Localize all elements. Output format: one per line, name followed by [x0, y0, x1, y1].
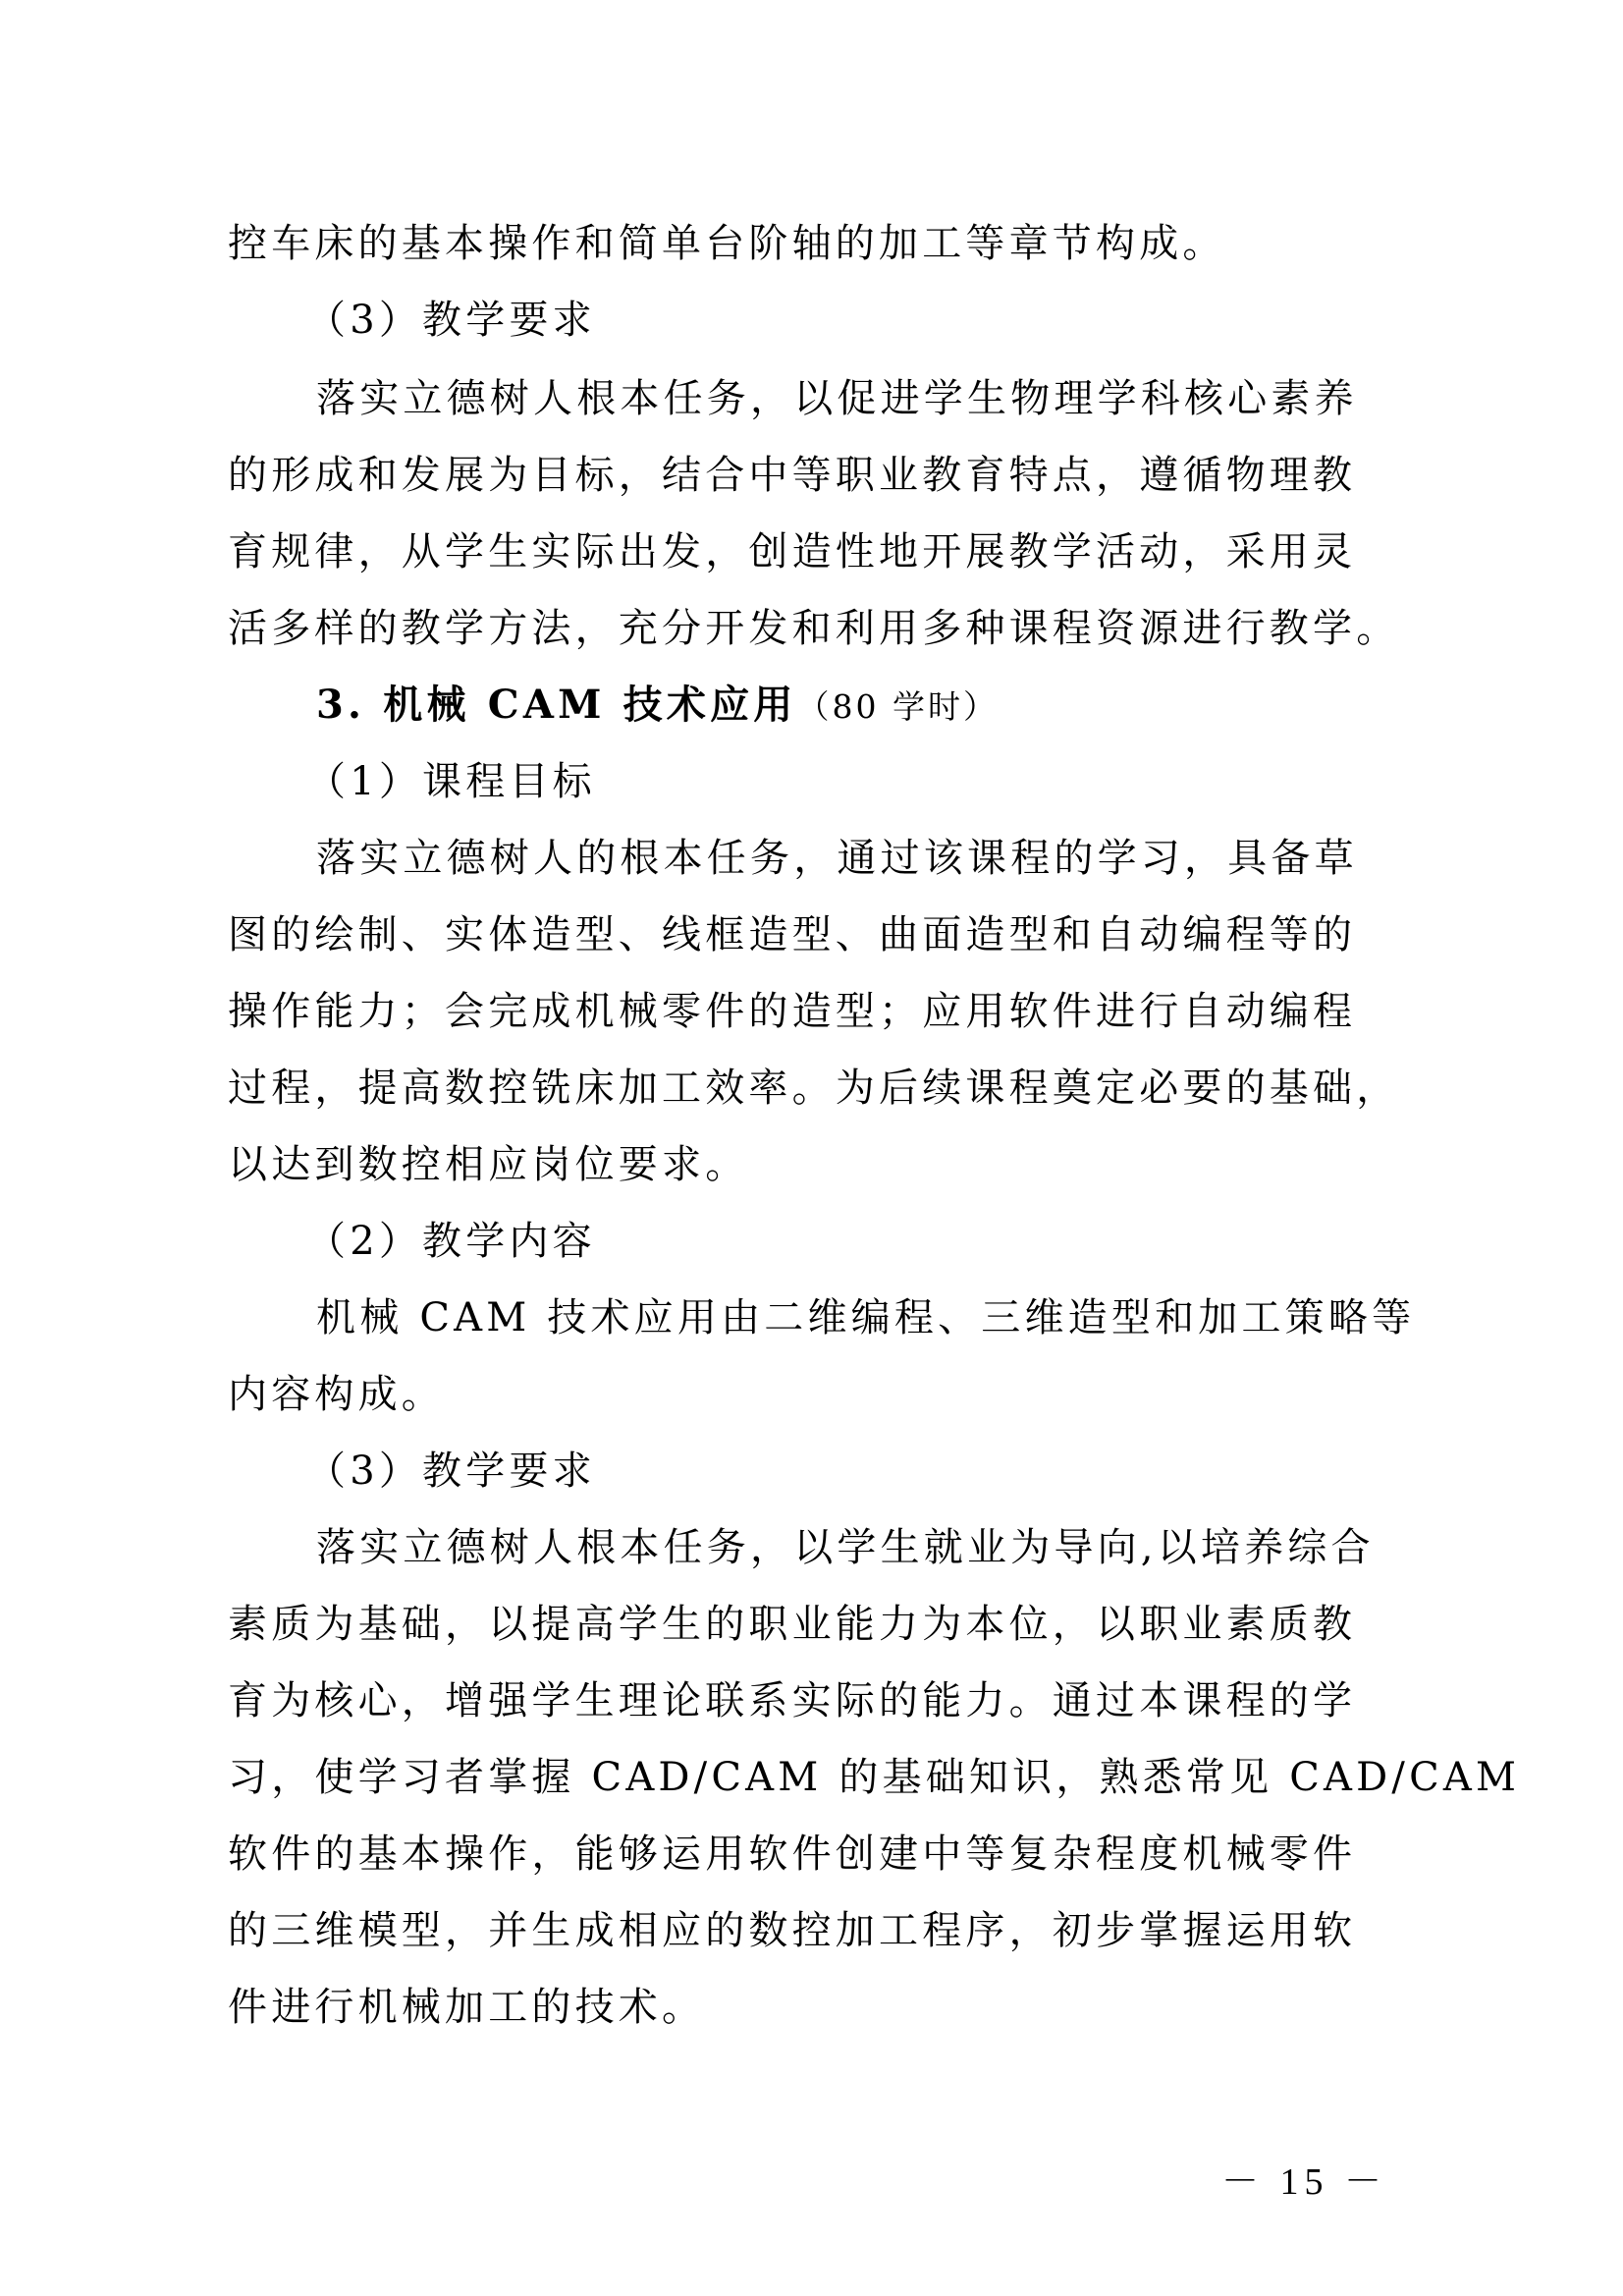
section-heading-title: 3. 机械 CAM 技术应用 — [316, 682, 797, 728]
section-subheading-teaching-requirements-2: （3）教学要求 — [306, 1449, 596, 1494]
page-number: － 15 － — [1220, 2161, 1387, 2203]
body-line-5: 活多样的教学方法，充分开发和利用多种课程资源进行教学。 — [228, 606, 1400, 651]
body-line-13: 落实立德树人根本任务，以学生就业为导向,以培养综合 — [316, 1525, 1375, 1570]
body-line-1: 控车床的基本操作和简单台阶轴的加工等章节构成。 — [228, 221, 1226, 266]
body-line-8: 操作能力；会完成机械零件的造型；应用软件进行自动编程 — [228, 989, 1357, 1034]
body-line-16: 习，使学习者掌握 CAD/CAM 的基础知识，熟悉常见 CAD/CAM — [228, 1755, 1521, 1800]
body-line-15: 育为核心，增强学生理论联系实际的能力。通过本课程的学 — [228, 1678, 1357, 1723]
body-line-17: 软件的基本操作，能够运用软件创建中等复杂程度机械零件 — [228, 1831, 1357, 1877]
body-line-4: 育规律，从学生实际出发，创造性地开展教学活动，采用灵 — [228, 529, 1357, 574]
body-line-18: 的三维模型，并生成相应的数控加工程序，初步掌握运用软 — [228, 1908, 1357, 1953]
section-subheading-teaching-content: （2）教学内容 — [306, 1219, 596, 1264]
body-line-10: 以达到数控相应岗位要求。 — [228, 1142, 749, 1187]
body-line-12: 内容构成。 — [228, 1372, 445, 1417]
section-subheading-course-objectives: （1）课程目标 — [306, 759, 596, 804]
body-line-7: 图的绘制、实体造型、线框造型、曲面造型和自动编程等的 — [228, 912, 1357, 957]
body-line-14: 素质为基础，以提高学生的职业能力为本位，以职业素质教 — [228, 1602, 1357, 1647]
section-heading-hours: （80 学时） — [796, 687, 999, 726]
section-heading — [316, 678, 999, 735]
body-line-9: 过程，提高数控铣床加工效率。为后续课程奠定必要的基础， — [228, 1066, 1400, 1111]
section-subheading-teaching-requirements: （3）教学要求 — [306, 298, 596, 343]
body-line-6: 落实立德树人的根本任务，通过该课程的学习，具备草 — [316, 836, 1358, 881]
body-line-2: 落实立德树人根本任务，以促进学生物理学科核心素养 — [316, 376, 1358, 421]
body-line-19: 件进行机械加工的技术。 — [228, 1985, 706, 2030]
body-line-3: 的形成和发展为目标，结合中等职业教育特点，遵循物理教 — [228, 453, 1357, 498]
body-line-11: 机械 CAM 技术应用由二维编程、三维造型和加工策略等 — [316, 1295, 1416, 1340]
